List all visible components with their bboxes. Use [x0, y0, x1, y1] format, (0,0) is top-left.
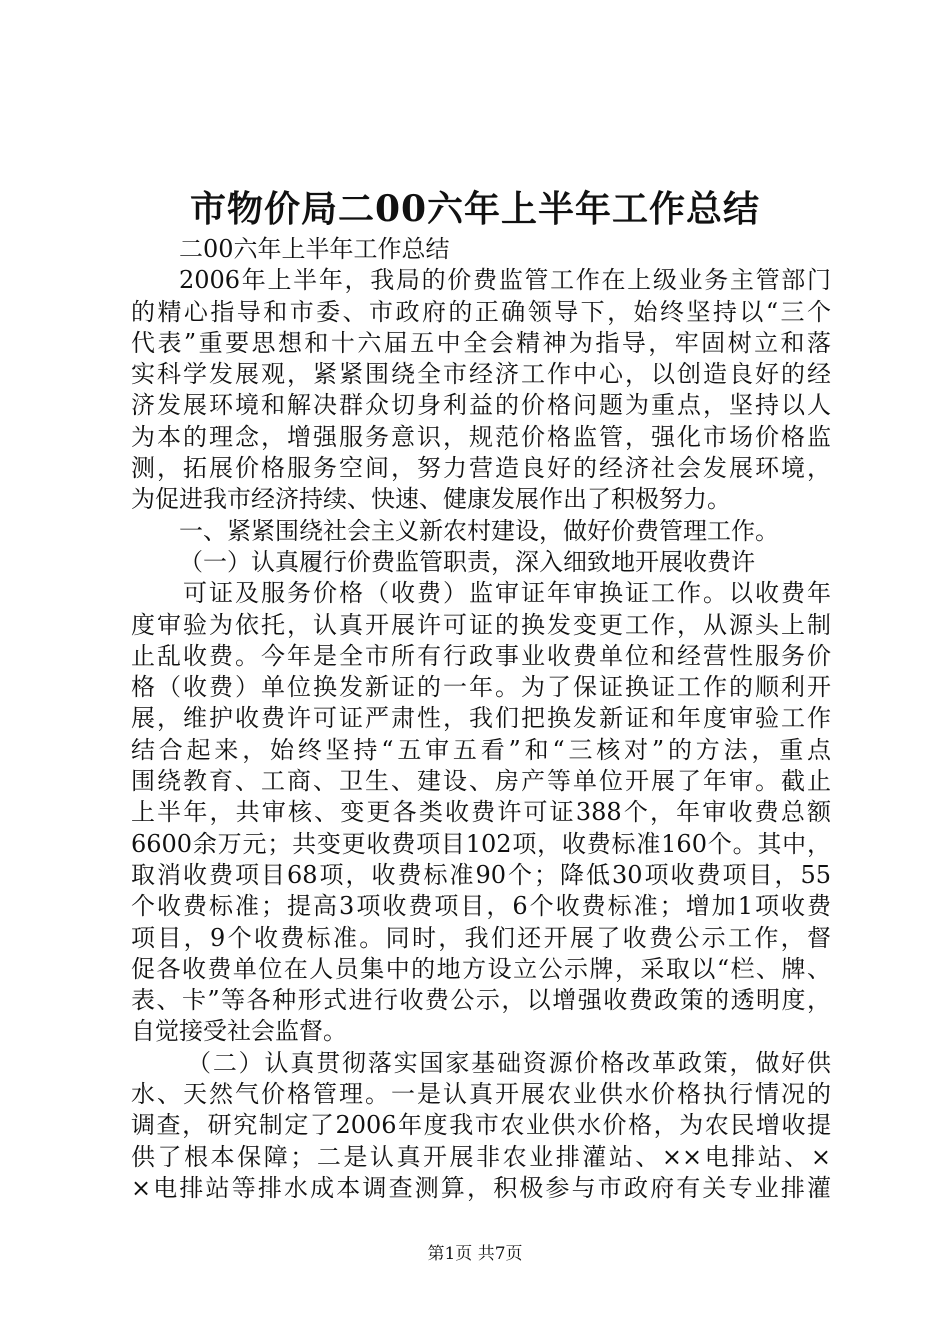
body-line: 上半年，共审核、变更各类收费许可证388个，年审收费总额 [131, 798, 831, 827]
body-line: 结合起来，始终坚持“五审五看”和“三核对”的方法，重点 [131, 735, 831, 764]
body-line: 促各收费单位在人员集中的地方设立公示牌，采取以“栏、牌、 [131, 954, 831, 983]
body-line: 6600余万元；共变更收费项目102项，收费标准160个。其中， [131, 829, 831, 858]
body-line: 个收费标准；提高3项收费项目，6个收费标准；增加1项收费 [131, 892, 831, 921]
document-body [131, 234, 831, 1204]
body-line: 展，维护收费许可证严肃性，我们把换发新证和年度审验工作 [131, 704, 831, 733]
body-line: 供了根本保障；二是认真开展非农业排灌站、××电排站、× [131, 1142, 831, 1171]
body-line: （一）认真履行价费监管职责，深入细致地开展收费许 [179, 547, 755, 576]
body-line: 止乱收费。今年是全市所有行政事业收费单位和经营性服务价 [131, 641, 831, 670]
body-line: 调查，研究制定了2006年度我市农业供水价格，为农民增收提 [131, 1111, 831, 1140]
body-line: 格（收费）单位换发新证的一年。为了保证换证工作的顺利开 [131, 673, 831, 702]
body-line: 度审验为依托，认真开展许可证的换发变更工作，从源头上制 [131, 610, 831, 639]
body-line: 2006年上半年，我局的价费监管工作在上级业务主管部门 [179, 266, 831, 295]
body-line: 取消收费项目68项，收费标准90个；降低30项收费项目，55 [131, 860, 831, 889]
body-line: 项目，9个收费标准。同时，我们还开展了收费公示工作，督 [131, 923, 831, 952]
body-line: 实科学发展观，紧紧围绕全市经济工作中心，以创造良好的经 [131, 360, 831, 389]
body-line: 一、紧紧围绕社会主义新农村建设，做好价费管理工作。 [179, 516, 779, 545]
document-title: 市物价局二00六年上半年工作总结 [189, 188, 761, 230]
body-line: 为本的理念，增强服务意识，规范价格监管，强化市场价格监 [131, 422, 831, 451]
body-line: 水、天然气价格管理。一是认真开展农业供水价格执行情况的 [131, 1080, 831, 1109]
body-line: 的精心指导和市委、市政府的正确领导下，始终坚持以“三个 [131, 297, 831, 326]
body-line: 济发展环境和解决群众切身利益的价格问题为重点，坚持以人 [131, 391, 831, 420]
body-line: （二）认真贯彻落实国家基础资源价格改革政策，做好供 [187, 1048, 831, 1077]
body-line: 围绕教育、工商、卫生、建设、房产等单位开展了年审。截止 [131, 767, 831, 796]
body-line: 二00六年上半年工作总结 [179, 235, 450, 263]
body-line: 自觉接受社会监督。 [131, 1017, 347, 1046]
body-line: ×电排站等排水成本调查测算，积极参与市政府有关专业排灌 [131, 1173, 831, 1202]
body-line: 测，拓展价格服务空间，努力营造良好的经济社会发展环境， [131, 454, 831, 483]
page-footer: 第1页 共7页 [427, 1244, 523, 1264]
body-line: 代表”重要思想和十六届五中全会精神为指导，牢固树立和落 [131, 328, 831, 357]
body-line: 表、卡”等各种形式进行收费公示，以增强收费政策的透明度， [131, 986, 831, 1015]
body-line: 为促进我市经济持续、快速、健康发展作出了积极努力。 [131, 485, 731, 514]
body-line: 可证及服务价格（收费）监审证年审换证工作。以收费年 [183, 579, 831, 608]
